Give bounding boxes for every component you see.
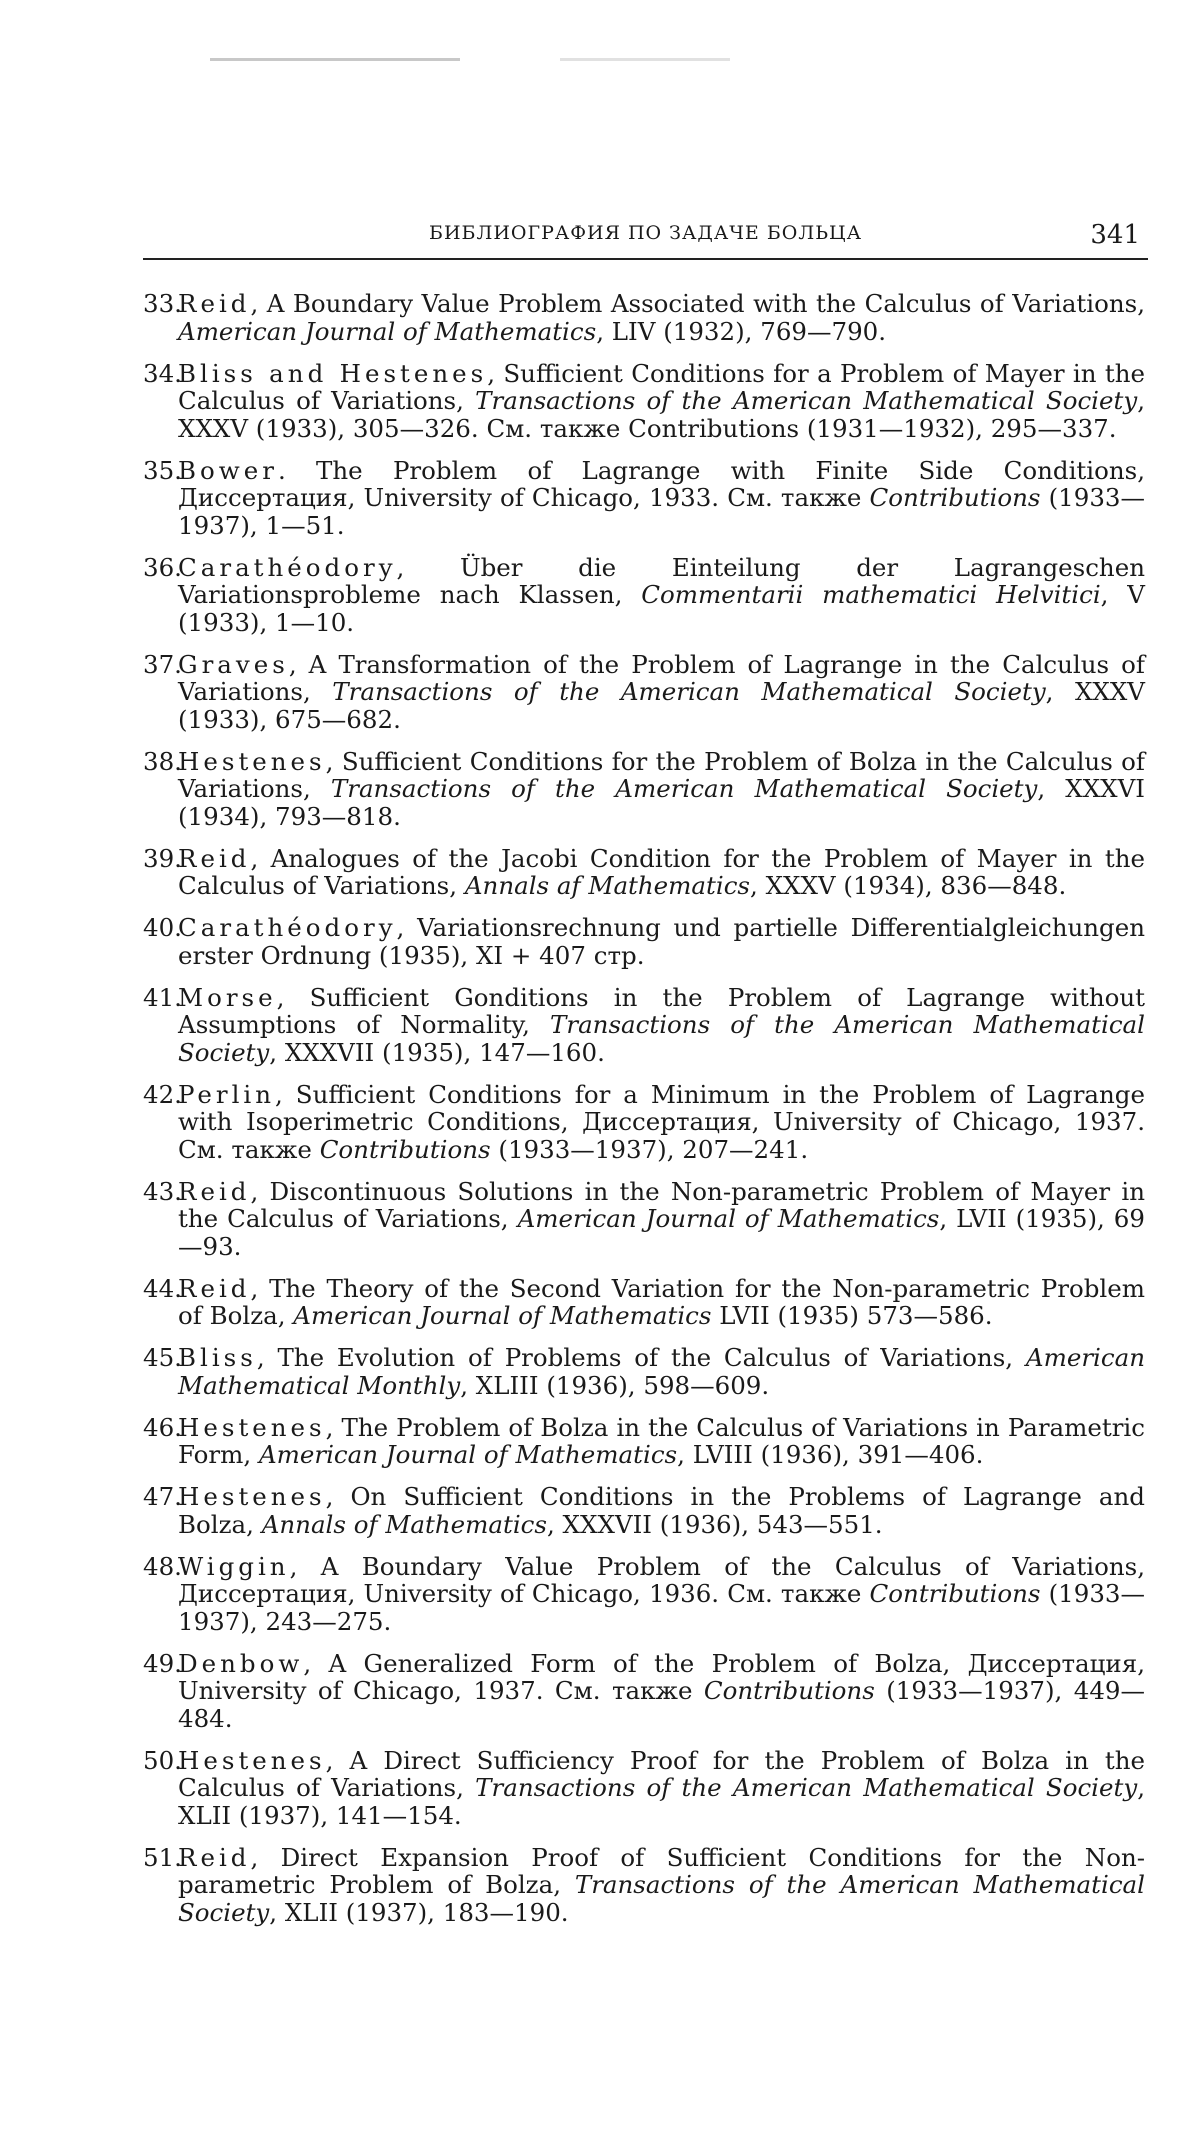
bibliography-entry — [143, 845, 1145, 900]
scan-smudge — [210, 58, 460, 61]
entry-text: , A Direct Sufficiency Proof for the Problem of Bolza in the Calculus of Variations, — [178, 1746, 1145, 1803]
entry-number: 40. — [143, 914, 182, 942]
entry-author: Hestenes — [178, 1482, 326, 1511]
bibliography-entry — [143, 984, 1145, 1067]
entry-text: , The Problem of Bolza in the Calculus of Variations in Parametric Form, — [178, 1413, 1145, 1470]
entry-tail: , LVII (1935), 69—93. — [178, 1204, 1145, 1261]
entry-author: Hestenes — [178, 747, 326, 776]
entry-author: Reid — [178, 1274, 250, 1303]
entry-tail: , XXXV (1933), 675—682. — [178, 677, 1145, 734]
entry-number: 48. — [143, 1553, 182, 1581]
entry-tail: (1933—1937), 449—484. — [178, 1676, 1145, 1733]
bibliography-entry — [143, 1553, 1145, 1636]
entry-author: Bliss — [178, 1343, 257, 1372]
bibliography-entry — [143, 360, 1145, 443]
entry-tail: LVII (1935) 573—586. — [711, 1301, 992, 1330]
entry-author: Reid — [178, 1843, 250, 1872]
entry-journal: American Journal of Mathematics — [518, 1204, 940, 1233]
entry-author: Hestenes — [178, 1413, 326, 1442]
entry-journal: Transactions of the American Mathematical Society — [475, 386, 1137, 415]
entry-tail: , LVIII (1936), 391—406. — [677, 1440, 983, 1469]
entry-number: 51. — [143, 1844, 182, 1872]
entry-text: , The Theory of the Second Variation for the Non-parametric Problem of Bolza, — [178, 1274, 1145, 1331]
entry-text: , Direct Expansion Proof of Sufficient Conditions for the Non-parametric Problem of Bolza, — [178, 1843, 1145, 1900]
entry-author: Bower — [178, 456, 278, 485]
entry-tail: (1933—1937), 243—275. — [178, 1579, 1145, 1636]
bibliography-entry — [143, 1178, 1145, 1261]
entry-journal: Commentarii mathematici Helvitici — [641, 580, 1100, 609]
entry-journal: Annals of Mathematics — [262, 1510, 547, 1539]
entry-journal: Transactions of the American Mathematical Society — [331, 774, 1037, 803]
entry-number: 39. — [143, 845, 182, 873]
scan-smudge — [560, 58, 730, 61]
entry-tail: , XLII (1937), 141—154. — [178, 1773, 1145, 1830]
entry-tail: , XXXVII (1935), 147—160. — [269, 1038, 605, 1067]
entry-journal: Contributions — [870, 483, 1041, 512]
entry-tail: , XLII (1937), 183—190. — [269, 1898, 568, 1927]
entry-text: , Analogues of the Jacobi Condition for the Problem of Mayer in the Calculus of Variations, — [178, 844, 1145, 901]
entry-author: Morse — [178, 983, 277, 1012]
entry-author: Reid — [178, 289, 250, 318]
entry-author: Bliss and Hestenes — [178, 359, 487, 388]
entry-author: Reid — [178, 1177, 250, 1206]
entry-author: Graves — [178, 650, 289, 679]
entry-number: 36. — [143, 554, 182, 582]
entry-journal: Transactions of the American Mathematical Society — [178, 1010, 1145, 1067]
entry-tail: , LIV (1932), 769—790. — [596, 317, 886, 346]
entry-text: , Sufficient Conditions for the Problem of Bolza in the Calculus of Variations, — [178, 747, 1145, 804]
entry-text: , A Generalized Form of the Problem of Bolza, Диссертация, University of Chicago, 1937. См. также — [178, 1649, 1145, 1706]
entry-text: , Über die Einteilung der Lagrangeschen Variationsprobleme nach Klassen, — [178, 553, 1145, 610]
running-title: БИБЛИОГРАФИЯ ПО ЗАДАЧЕ БОЛЬЦА — [143, 222, 1148, 244]
bibliography-entry — [143, 1344, 1145, 1399]
entry-text: , The Evolution of Problems of the Calculus of Variations, — [257, 1343, 1026, 1372]
entry-number: 42. — [143, 1081, 182, 1109]
entry-text: , A Transformation of the Problem of Lagrange in the Calculus of Variations, — [178, 650, 1145, 707]
bibliography-entry — [143, 290, 1145, 345]
bibliography-entry — [143, 748, 1145, 831]
entry-number: 34. — [143, 360, 182, 388]
entry-journal: Transactions of the American Mathematical Society — [475, 1773, 1137, 1802]
bibliography-entry — [143, 1650, 1145, 1733]
running-header — [143, 218, 1148, 260]
entry-text: , Sufficient Conditions for a Problem of Mayer in the Calculus of Variations, — [178, 359, 1145, 416]
bibliography-list — [143, 290, 1145, 1941]
bibliography-entry — [143, 1414, 1145, 1469]
entry-number: 45. — [143, 1344, 182, 1372]
entry-number: 49. — [143, 1650, 182, 1678]
entry-number: 47. — [143, 1483, 182, 1511]
entry-text: , A Boundary Value Problem Associated with the Calculus of Variations, — [250, 289, 1145, 318]
bibliography-entry — [143, 1483, 1145, 1538]
bibliography-entry — [143, 1747, 1145, 1830]
entry-author: Hestenes — [178, 1746, 326, 1775]
bibliography-entry — [143, 1844, 1145, 1927]
entry-journal: Transactions of the American Mathematical Society — [178, 1870, 1145, 1927]
entry-author: Carathéodory — [178, 913, 397, 942]
bibliography-entry — [143, 554, 1145, 637]
entry-text: , On Sufficient Conditions in the Problems of Lagrange and Bolza, — [178, 1482, 1145, 1539]
entry-journal: American Mathematical Monthly — [178, 1343, 1145, 1400]
bibliography-entry — [143, 914, 1145, 969]
entry-journal: American Journal of Mathematics — [293, 1301, 711, 1330]
bibliography-entry — [143, 1081, 1145, 1164]
entry-text: , A Boundary Value Problem of the Calculus of Variations, Диссертация, University of Chicago, 1936. См. также — [178, 1552, 1145, 1609]
bibliography-entry — [143, 1275, 1145, 1330]
entry-text: , Sufficient Conditions for a Minimum in the Problem of Lagrange with Isoperimetric Conditions, Диссертация, University of Chicago, 1937. См. также — [178, 1080, 1145, 1164]
entry-number: 33. — [143, 290, 182, 318]
entry-number: 43. — [143, 1178, 182, 1206]
entry-number: 50. — [143, 1747, 182, 1775]
entry-journal: Contributions — [704, 1676, 875, 1705]
entry-tail: , XXXVII (1936), 543—551. — [547, 1510, 883, 1539]
entry-tail: , XXXVI (1934), 793—818. — [178, 774, 1145, 831]
entry-author: Reid — [178, 844, 250, 873]
entry-journal: Contributions — [320, 1135, 491, 1164]
entry-number: 35. — [143, 457, 182, 485]
entry-journal: Annals af Mathematics — [465, 871, 750, 900]
bibliography-entry — [143, 457, 1145, 540]
book-page — [0, 0, 1200, 2139]
entry-number: 44. — [143, 1275, 182, 1303]
entry-author: Denbow — [178, 1649, 303, 1678]
entry-text: , Sufficient Gonditions in the Problem of Lagrange without Assumptions of Normality, — [178, 983, 1145, 1040]
entry-number: 37. — [143, 651, 182, 679]
entry-journal: Contributions — [870, 1579, 1041, 1608]
entry-author: Wiggin — [178, 1552, 290, 1581]
entry-number: 46. — [143, 1414, 182, 1442]
entry-tail: , XXXV (1934), 836—848. — [750, 871, 1066, 900]
entry-text: , Discontinuous Solutions in the Non-parametric Problem of Mayer in the Calculus of Variations, — [178, 1177, 1145, 1234]
entry-number: 41. — [143, 984, 182, 1012]
entry-tail: , XXXV (1933), 305—326. См. также Contributions (1931—1932), 295—337. — [178, 386, 1145, 443]
entry-journal: Transactions of the American Mathematical Society — [332, 677, 1045, 706]
entry-author: Perlin — [178, 1080, 275, 1109]
entry-journal: American Journal of Mathematics — [259, 1440, 677, 1469]
entry-journal: American Journal of Mathematics — [178, 317, 596, 346]
entry-author: Carathéodory — [178, 553, 397, 582]
entry-text: , Variationsrechnung und partielle Differentialgleichungen erster Ordnung (1935), XI + 407 стр. — [178, 913, 1145, 970]
entry-tail: , XLIII (1936), 598—609. — [460, 1371, 769, 1400]
bibliography-entry — [143, 651, 1145, 734]
entry-number: 38. — [143, 748, 182, 776]
entry-tail: , V (1933), 1—10. — [178, 580, 1145, 637]
entry-text: . The Problem of Lagrange with Finite Side Conditions, Диссертация, University of Chicago, 1933. См. также — [178, 456, 1145, 513]
entry-tail: (1933—1937), 207—241. — [491, 1135, 809, 1164]
page-number: 341 — [1090, 220, 1140, 250]
entry-tail: (1933—1937), 1—51. — [178, 483, 1145, 540]
